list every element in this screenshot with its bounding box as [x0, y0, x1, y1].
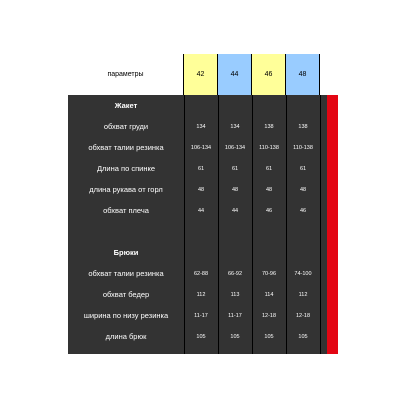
- value-cell: 48: [197, 186, 205, 193]
- parameters-header: параметры: [68, 54, 184, 95]
- parameter-label: [68, 221, 184, 242]
- value-cell: [252, 221, 286, 242]
- value-cell: [184, 95, 218, 116]
- value-cell: 44: [231, 207, 239, 214]
- value-cell: [218, 95, 252, 116]
- column-divider: [286, 95, 287, 354]
- value-cell: 110-138: [259, 144, 279, 151]
- value-cell: 44: [197, 207, 205, 214]
- value-cell: 12-18: [261, 312, 277, 319]
- value-cell: 138: [264, 123, 274, 130]
- value-cell: 48: [231, 186, 239, 193]
- value-cell: 11-17: [194, 312, 208, 319]
- value-cell: 48: [299, 186, 307, 193]
- section-title: Жакет: [114, 101, 138, 110]
- table-row: [68, 137, 327, 158]
- value-cell: 70-96: [261, 270, 277, 277]
- table-row: [68, 284, 327, 305]
- table-row: [68, 326, 327, 347]
- parameter-label: обхват груди: [103, 122, 149, 131]
- value-cell: 48: [265, 186, 273, 193]
- value-cell: 46: [299, 207, 307, 214]
- value-cell: 112: [196, 291, 206, 298]
- column-divider: [184, 95, 185, 354]
- column-divider: [252, 95, 253, 354]
- parameter-label: ширина по низу резинка: [83, 311, 169, 320]
- value-cell: 105: [298, 333, 308, 340]
- value-cell: 12-18: [295, 312, 311, 319]
- value-cell: 11-17: [228, 312, 242, 319]
- table-row: [68, 305, 327, 326]
- value-cell: 61: [197, 165, 205, 172]
- size-header-cell: 46: [252, 54, 286, 95]
- size-header-cell: 48: [286, 54, 320, 95]
- value-cell: [184, 242, 218, 263]
- parameter-label: обхват талии резинка: [88, 143, 164, 152]
- table-body: [68, 95, 327, 362]
- table-row: [68, 347, 327, 368]
- value-cell: 106-134: [190, 144, 212, 151]
- value-cell: [218, 242, 252, 263]
- value-cell: 110-138: [293, 144, 313, 151]
- value-cell: 62-88: [193, 270, 209, 277]
- accent-bar: [327, 95, 338, 354]
- table-row: [68, 158, 327, 179]
- table-row: [68, 200, 327, 221]
- value-cell: 134: [230, 123, 240, 130]
- value-cell: 105: [264, 333, 274, 340]
- column-divider: [320, 95, 321, 354]
- value-cell: 114: [264, 291, 274, 298]
- value-cell: [286, 242, 320, 263]
- value-cell: [218, 221, 252, 242]
- section-title: Брюки: [113, 248, 139, 257]
- table-row: [68, 221, 327, 242]
- value-cell: 46: [265, 207, 273, 214]
- value-cell: 113: [230, 291, 240, 298]
- parameter-label: обхват талии резинка: [88, 269, 164, 278]
- value-cell: 164: [264, 354, 274, 361]
- size-chart-table: [68, 54, 338, 362]
- size-header-cell: 42: [184, 54, 218, 95]
- parameter-label: Длина по спинке: [96, 164, 156, 173]
- value-cell: 112: [298, 291, 308, 298]
- table-row: [68, 179, 327, 200]
- value-cell: 164: [196, 354, 206, 361]
- value-cell: 134: [196, 123, 206, 130]
- value-cell: 61: [231, 165, 239, 172]
- value-cell: 74-100: [294, 270, 312, 277]
- value-cell: [184, 221, 218, 242]
- size-header-cell: 44: [218, 54, 252, 95]
- parameter-label: рост: [118, 353, 134, 362]
- value-cell: 164: [298, 354, 308, 361]
- table-header-row: [68, 54, 338, 96]
- value-cell: 138: [298, 123, 308, 130]
- value-cell: [286, 95, 320, 116]
- table-row: [68, 116, 327, 137]
- section-row: [68, 95, 327, 116]
- value-cell: 61: [299, 165, 307, 172]
- value-cell: 164: [230, 354, 240, 361]
- value-cell: [252, 242, 286, 263]
- parameter-label: обхват плеча: [103, 206, 149, 215]
- table-row: [68, 263, 327, 284]
- parameter-label: длина брюк: [105, 332, 147, 341]
- value-cell: [286, 221, 320, 242]
- column-divider: [218, 95, 219, 354]
- parameter-label: длина рукава от горл: [89, 185, 163, 194]
- value-cell: [252, 95, 286, 116]
- value-cell: 105: [196, 333, 206, 340]
- value-cell: 61: [265, 165, 273, 172]
- value-cell: 106-134: [224, 144, 246, 151]
- value-cell: 105: [230, 333, 240, 340]
- value-cell: 66-92: [227, 270, 243, 277]
- section-row: [68, 242, 327, 263]
- parameter-label: обхват бедер: [102, 290, 150, 299]
